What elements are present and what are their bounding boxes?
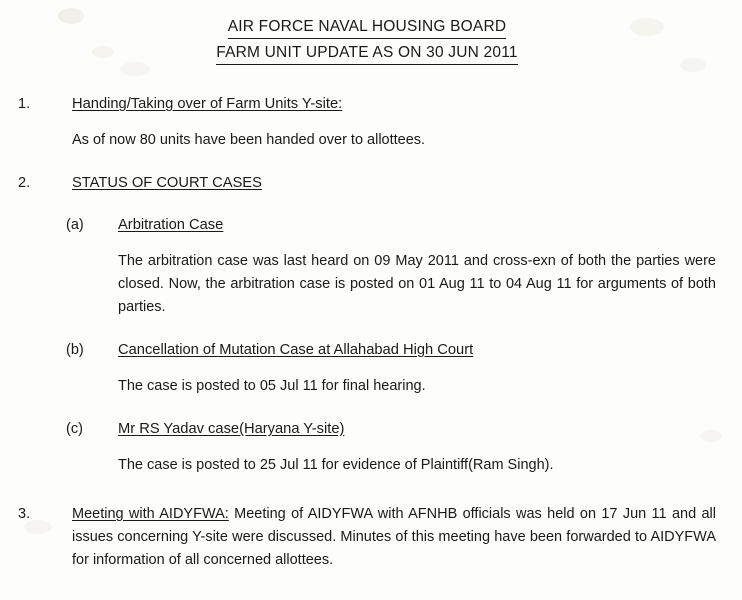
section-2-subitem-b xyxy=(66,339,716,361)
section-2-number: 2. xyxy=(18,175,31,191)
section-2-subitem-a-paragraph: The arbitration case was last heard on 09 May 2011 and cross-exn of both the parties were closed. Now, the arbitration case is posted on 01 Aug 11 to 04 Aug 11 for arguments of both parties. xyxy=(118,253,716,315)
section-3 xyxy=(18,503,716,572)
section-2-subitem-a-heading: Arbitration Case xyxy=(118,217,224,233)
section-2-subitem-a xyxy=(66,214,716,236)
spacer xyxy=(18,477,716,503)
spacer xyxy=(18,361,716,375)
section-2-subitem-c xyxy=(66,418,716,440)
spacer xyxy=(18,236,716,250)
section-3-lead: Meeting with AIDYFWA: xyxy=(72,506,229,522)
spacer xyxy=(18,398,716,418)
section-3-number: 3. xyxy=(18,506,31,522)
section-2-subitem-b-body xyxy=(66,375,716,398)
document-body xyxy=(18,93,716,572)
section-2-subitem-c-paragraph: The case is posted to 25 Jul 11 for evidence of Plaintiff(Ram Singh). xyxy=(118,457,554,473)
spacer xyxy=(18,319,716,339)
spacer xyxy=(18,194,716,214)
section-2-heading: STATUS OF COURT CASES xyxy=(72,175,262,191)
spacer xyxy=(18,440,716,454)
document-header xyxy=(18,16,716,65)
section-1-heading: Handing/Taking over of Farm Units Y-site: xyxy=(72,96,343,112)
section-2 xyxy=(18,172,716,194)
section-3-paragraph: Meeting of AIDYFWA with AFNHB officials was held on 17 Jun 11 and all issues concerning Y-site were discussed. Minutes of this meeting have been forwarded to AIDYFWA for information of all concerned allottees. xyxy=(72,506,716,568)
section-1 xyxy=(18,93,716,152)
section-2-subitem-a-label: (a) xyxy=(66,217,84,233)
document-title-line-2: FARM UNIT UPDATE AS ON 30 JUN 2011 xyxy=(216,42,517,65)
section-2-subitem-a-body xyxy=(66,250,716,319)
section-1-paragraph: As of now 80 units have been handed over to allottees. xyxy=(72,132,426,148)
spacer xyxy=(72,115,716,129)
section-2-subitem-c-body xyxy=(66,454,716,477)
section-2-subitem-c-label: (c) xyxy=(66,421,83,437)
document-title-line-1: AIR FORCE NAVAL HOUSING BOARD xyxy=(228,16,507,39)
spacer xyxy=(18,152,716,172)
section-2-subitem-b-paragraph: The case is posted to 05 Jul 11 for final hearing. xyxy=(118,378,426,394)
section-1-number: 1. xyxy=(18,96,31,112)
section-2-subitem-c-heading: Mr RS Yadav case(Haryana Y-site) xyxy=(118,421,345,437)
section-2-subitem-b-heading: Cancellation of Mutation Case at Allahabad High Court xyxy=(118,342,474,358)
section-3-text xyxy=(72,503,716,572)
section-2-subitem-b-label: (b) xyxy=(66,342,84,358)
